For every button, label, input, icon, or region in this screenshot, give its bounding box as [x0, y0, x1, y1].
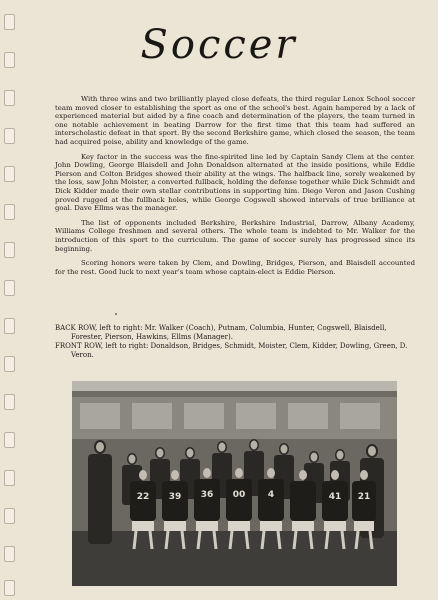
paragraph: With three wins and two brilliantly played close defeats, the third regular Lenox School soccer team moved closer to establishing the sport as one of the school's best. Again hampered by a lack of experienced material but aided by a fine coach and determination of the players, the team turned in one notable achievement in beating Darrow for the first time that this team had suffered an interscholastic defeat in that sport. By the second Berkshire game, which closed the season, the team had acquired poise, ability and knowledge of the game.	[55, 95, 415, 146]
page-title: Soccer	[140, 22, 298, 68]
front-row-caption: FRONT ROW, left to right: Donaldson, Bridges, Schmidt, Moister, Clem, Kidder, Dowling, Green, D. Veron.	[55, 342, 408, 359]
binding-hole	[4, 356, 15, 372]
paragraph: Scoring honors were taken by Clem, and Dowling, Bridges, Pierson, and Blaisdell accounted for the rest. Good luck to next year's team whose captain-elect is Eddie Pierson.	[55, 259, 415, 276]
jersey-number: 39	[168, 492, 182, 502]
jersey-number: 21	[357, 492, 371, 502]
binding-hole	[4, 280, 15, 296]
back-row-caption: BACK ROW, left to right: Mr. Walker (Coach), Putnam, Columbia, Hunter, Cogswell, Blaisdell, Forester, Pierson, Hawkins, Ellms (Manager).	[55, 324, 387, 341]
binding-hole	[4, 432, 15, 448]
binding-hole	[4, 508, 15, 524]
paragraph: Key factor in the success was the fine-spirited line led by Captain Sandy Clem at the center. John Dowling, George Blaisdell and John Donaldson alternated at the inside positions, while Eddie Pierson and Colton Bridges showed their ability at the wings. The halfback line, sorely weakened by the loss, saw John Moister, a converted fullback, holding the defense together while Dick Schmidt and Dick Kidder made their own stellar contributions in supporting him. Diego Veron and Jason Cushing proved rugged at the fullback holes, while George Cogswell showed intervals of true brilliance at goal. Dave Ellms was the manager.	[55, 152, 415, 213]
jersey-number: 41	[328, 492, 342, 502]
binding-holes	[4, 0, 16, 600]
jersey-number: 36	[200, 490, 214, 500]
binding-hole	[4, 166, 15, 182]
photo-caption	[55, 324, 415, 360]
binding-hole	[4, 242, 15, 258]
binding-hole	[4, 546, 15, 562]
team-photo	[72, 381, 397, 586]
paragraph: The list of opponents included Berkshire, Berkshire Industrial, Darrow, Albany Academy, Williams College freshmen and several others. The whole team is indebted to Mr. Walker for the introduction of this sport to the curriculum. The game of soccer surely has progressed since its beginning.	[55, 218, 415, 253]
binding-hole	[4, 394, 15, 410]
team-photo-image	[72, 381, 397, 586]
jersey-number: 00	[232, 490, 246, 500]
binding-hole	[4, 580, 15, 596]
jersey-number: 22	[136, 492, 150, 502]
binding-hole	[4, 90, 15, 106]
article-body	[55, 95, 415, 282]
binding-hole	[4, 204, 15, 220]
binding-hole	[4, 470, 15, 486]
ink-dot	[115, 313, 117, 315]
jersey-number: 4	[267, 490, 275, 500]
binding-hole	[4, 318, 15, 334]
binding-hole	[4, 128, 15, 144]
